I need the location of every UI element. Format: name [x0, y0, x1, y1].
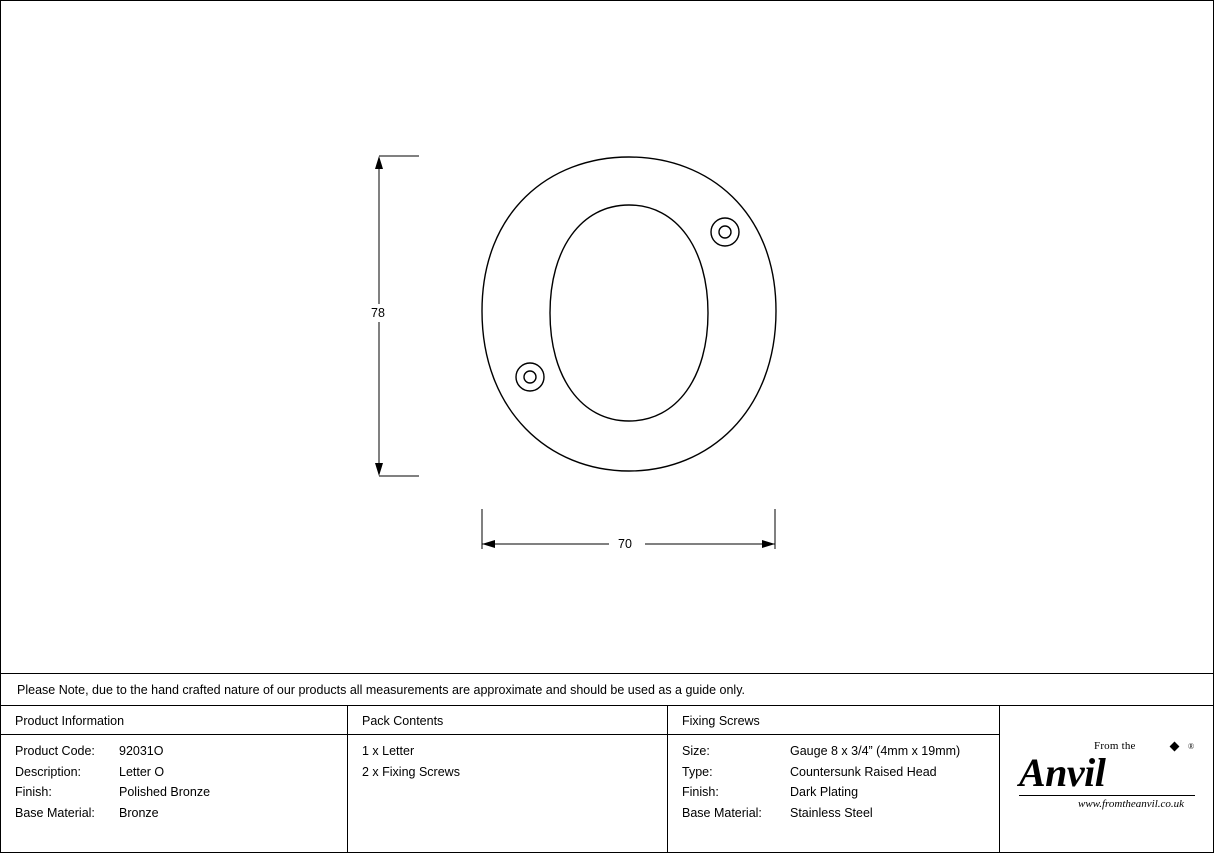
info-table	[1, 706, 1213, 852]
row-key: Size:	[682, 744, 710, 758]
table-row	[682, 765, 960, 786]
row-key: 2 x Fixing Screws	[362, 764, 460, 779]
fixing-hole-lower-left	[516, 363, 544, 391]
fixing-screws-column	[667, 706, 999, 852]
column-divider	[348, 734, 667, 735]
row-key: Finish:	[682, 785, 719, 799]
row-key: Base Material:	[682, 805, 762, 820]
row-key: Base Material:	[15, 805, 95, 820]
product-information-heading: Product Information	[15, 714, 125, 728]
logo-url-text: www.fromtheanvil.co.uk	[1078, 798, 1185, 810]
brand-logo-column	[999, 706, 1213, 852]
table-row	[682, 785, 960, 806]
table-row	[15, 765, 210, 786]
column-divider	[668, 734, 999, 735]
row-value: Countersunk Raised Head	[790, 764, 937, 779]
table-row	[15, 744, 210, 765]
row-value: Dark Plating	[790, 785, 859, 799]
row-key: Description:	[15, 764, 81, 779]
letter-counter	[550, 205, 708, 421]
brand-logo	[1000, 706, 1214, 852]
row-key: Product Code:	[15, 744, 95, 758]
vertical-dimension-label: 78	[371, 306, 385, 320]
table-row	[682, 744, 960, 765]
registered-mark: ®	[1188, 742, 1195, 751]
logo-from-the-text: From the	[1094, 740, 1136, 752]
table-row	[362, 744, 460, 765]
fixing-hole-upper-right	[711, 218, 739, 246]
row-key: 1 x Letter	[362, 744, 415, 758]
diamond-icon	[1170, 742, 1180, 752]
pack-contents-column	[347, 706, 667, 852]
table-row	[15, 785, 210, 806]
measurement-note-text: Please Note, due to the hand crafted nature of our products all measurements are approximate and should be used as a guide only.	[17, 683, 746, 697]
logo-brand-text: Anvil	[1019, 750, 1106, 795]
row-value: Letter O	[119, 764, 165, 779]
measurement-note-row	[1, 673, 1213, 706]
row-value: Polished Bronze	[119, 785, 211, 799]
technical-drawing	[1, 1, 1213, 673]
table-row	[682, 806, 960, 827]
row-key: Type:	[682, 764, 713, 779]
fixing-screws-heading: Fixing Screws	[682, 714, 760, 728]
row-value: 92031O	[119, 744, 164, 758]
column-divider	[1, 734, 347, 735]
row-value: Bronze	[119, 805, 159, 820]
table-row	[15, 806, 210, 827]
pack-contents-heading: Pack Contents	[362, 714, 444, 728]
product-information-column	[1, 706, 347, 852]
logo-divider	[1019, 795, 1195, 796]
row-value: Gauge 8 x 3/4” (4mm x 19mm)	[790, 744, 961, 758]
letter-outline	[482, 157, 776, 471]
table-row	[362, 765, 460, 786]
horizontal-dimension-label: 70	[618, 537, 632, 551]
row-key: Finish:	[15, 785, 52, 799]
row-value: Stainless Steel	[790, 805, 873, 820]
